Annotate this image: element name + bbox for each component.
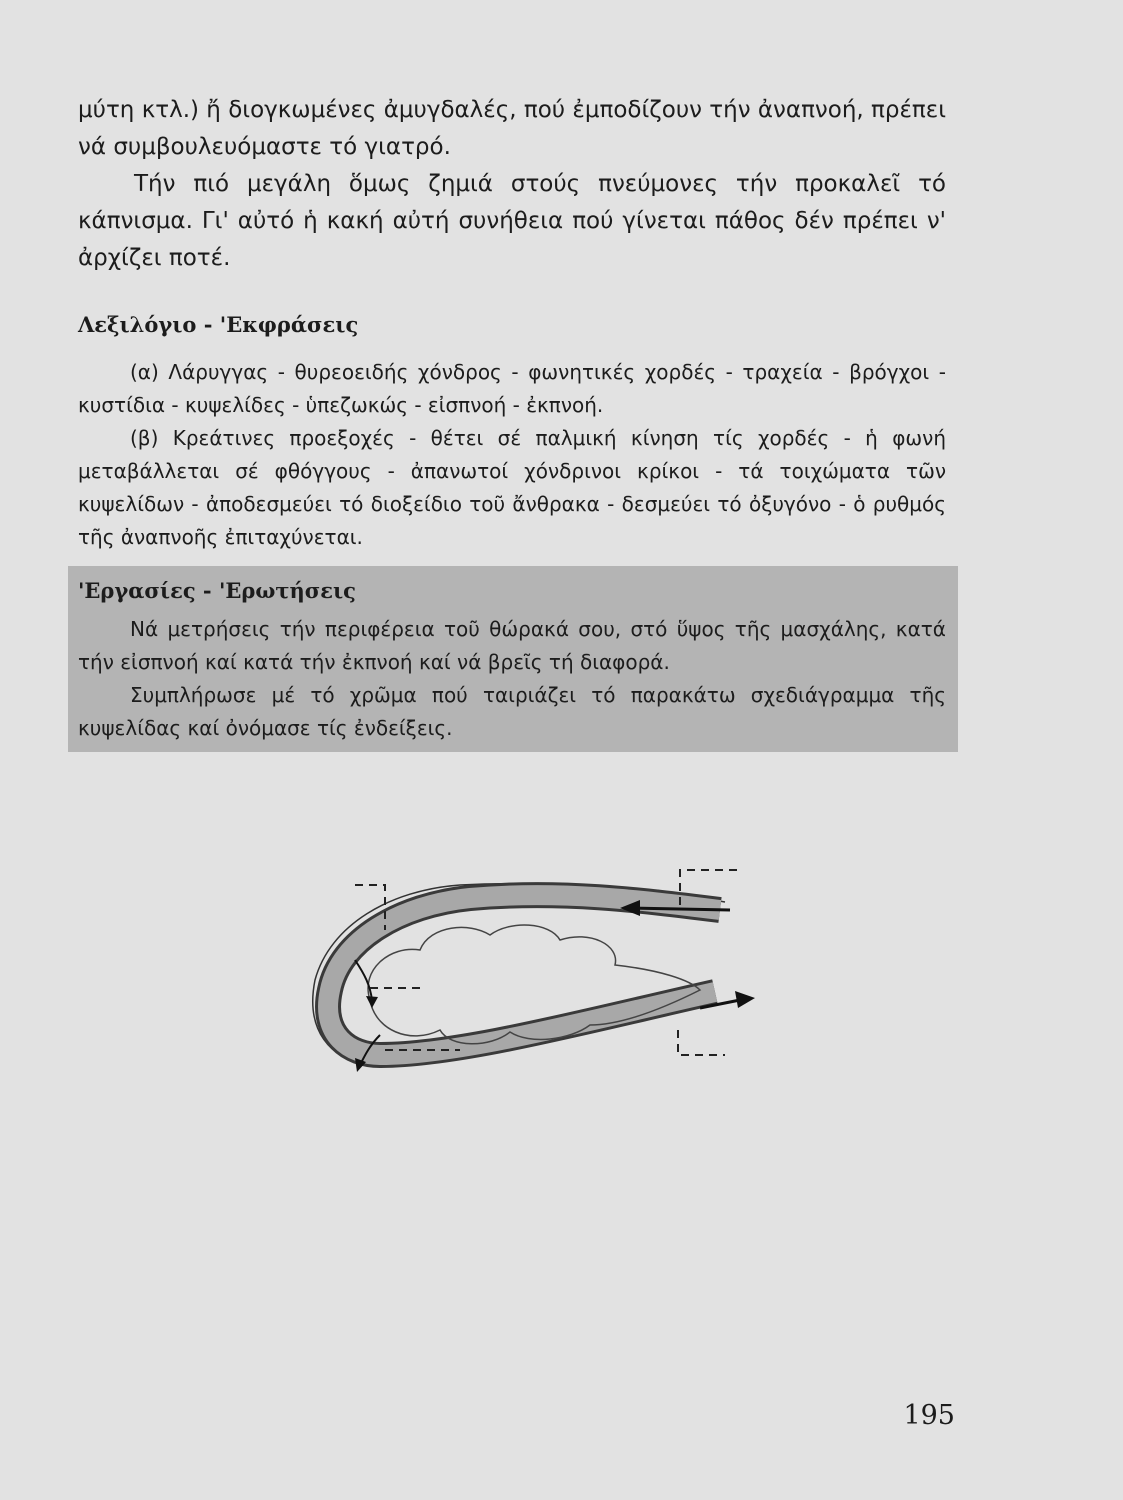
task-2: Συμπλήρωσε μέ τό χρῶμα πού ταιριάζει τό παρακάτω σχεδιάγραμμα τῆς κυψελίδας καί ὀνόμασε τίς ἐνδείξεις. [78,683,946,740]
alveolus-diagram [260,850,780,1120]
vocabulary-list-a: (α) Λάρυγγας - θυρεοειδής χόνδρος - φωνητικές χορδές - τραχεία - βρόγχοι - κυστίδια - κυψελίδες - ὑπεζωκώς - εἰσπνοή - ἐκπνοή. [78,360,946,417]
intro-paragraph-1: μύτη κτλ.) ἤ διογκωμένες ἀμυγδαλές, πού ἐμποδίζουν τήν ἀναπνοή, πρέπει νά συμβουλευόμαστε τό γιατρό. [78,97,946,160]
label-line-5 [678,1030,725,1055]
vocabulary-heading: Λεξιλόγιο - 'Εκφράσεις [78,312,359,337]
page-number: 195 [903,1400,955,1431]
tasks-section [78,613,946,745]
intro-text [78,92,946,277]
inlet-arrow-line [630,908,730,910]
intro-paragraph-2: Τήν πιό μεγάλη ὅμως ζημιά στούς πνεύμονες τήν προκαλεῖ τό κάπνισμα. Γι' αὐτό ἡ κακή αὐτή συνήθεια πού γίνεται πάθος δέν πρέπει ν' ἀρχίζει ποτέ. [78,171,946,271]
task-1: Νά μετρήσεις τήν περιφέρεια τοῦ θώρακά σου, στό ὕψος τῆς μασχάλης, κατά τήν εἰσπνοή καί κατά τήν ἐκπνοή καί νά βρεῖς τή διαφορά. [78,617,946,674]
vocabulary-section [78,356,946,554]
tasks-heading: 'Εργασίες - 'Ερωτήσεις [78,578,356,603]
vocabulary-list-b: (β) Κρεάτινες προεξοχές - θέτει σέ παλμική κίνηση τίς χορδές - ἡ φωνή μεταβάλλεται σέ φθόγγους - ἀπανωτοί χόνδρινοι κρίκοι - τά τοιχώματα τῶν κυψελίδων - ἀποδεσμεύει τό διοξείδιο τοῦ ἄνθρακα - δεσμεύει τό ὀξυγόνο - ὁ ρυθμός τῆς ἀναπνοῆς ἐπιταχύνεται. [78,426,946,549]
outlet-arrow-head [735,991,755,1008]
exchange-arrow-1-head [366,996,378,1008]
vessel-inner [328,895,720,1055]
